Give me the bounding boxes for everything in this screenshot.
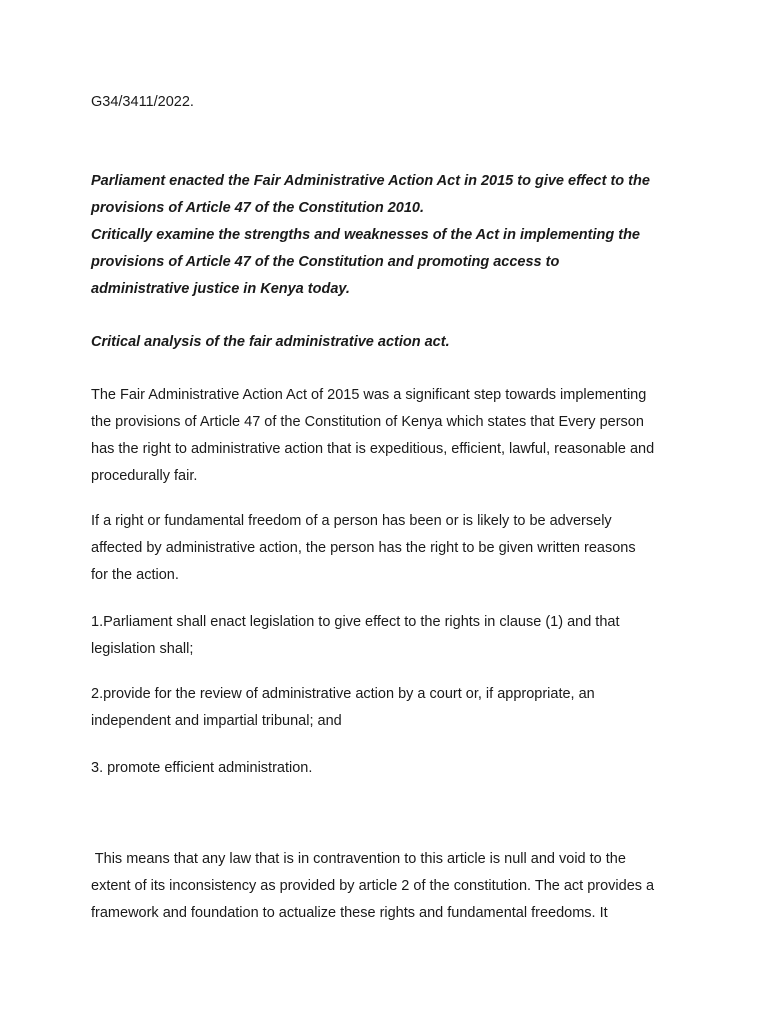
section-heading bbox=[91, 329, 450, 356]
paragraph bbox=[91, 508, 636, 589]
paragraph-line: This means that any law that is in contravention to this article is null and void to the bbox=[91, 851, 626, 867]
paragraph-line: independent and impartial tribunal; and bbox=[91, 713, 342, 729]
question-line: provisions of Article 47 of the Constitution 2010. bbox=[91, 200, 425, 216]
paragraph-line: The Fair Administrative Action Act of 2015 was a significant step towards implementing bbox=[91, 387, 647, 403]
numbered-paragraph bbox=[91, 681, 595, 735]
paragraph-line: affected by administrative action, the person has the right to be given written reasons bbox=[91, 540, 636, 556]
paragraph-line: If a right or fundamental freedom of a person has been or is likely to be adversely bbox=[91, 513, 612, 529]
paragraph bbox=[91, 382, 654, 490]
question-line: Critically examine the strengths and weaknesses of the Act in implementing the bbox=[91, 227, 640, 243]
reference-text: G34/3411/2022. bbox=[91, 94, 194, 110]
paragraph-line: 3. promote efficient administration. bbox=[91, 760, 313, 776]
paragraph bbox=[91, 846, 654, 927]
numbered-paragraph bbox=[91, 609, 619, 663]
paragraph-line: procedurally fair. bbox=[91, 468, 198, 484]
paragraph-line: extent of its inconsistency as provided by article 2 of the constitution. The act provides a bbox=[91, 878, 655, 894]
paragraph-line: for the action. bbox=[91, 567, 179, 583]
question-line: Parliament enacted the Fair Administrative Action Act in 2015 to give effect to the bbox=[91, 173, 650, 189]
numbered-paragraph bbox=[91, 755, 312, 782]
document-reference bbox=[91, 89, 194, 116]
paragraph-line: 1.Parliament shall enact legislation to give effect to the rights in clause (1) and that bbox=[91, 614, 620, 630]
question-block bbox=[91, 168, 650, 303]
paragraph-line: 2.provide for the review of administrative action by a court or, if appropriate, an bbox=[91, 686, 595, 702]
heading-text: Critical analysis of the fair administrative action act. bbox=[91, 334, 450, 350]
paragraph-line: framework and foundation to actualize these rights and fundamental freedoms. It bbox=[91, 905, 608, 921]
paragraph-line: the provisions of Article 47 of the Constitution of Kenya which states that Every person bbox=[91, 414, 644, 430]
question-line: administrative justice in Kenya today. bbox=[91, 281, 350, 297]
paragraph-line: legislation shall; bbox=[91, 641, 194, 657]
question-line: provisions of Article 47 of the Constitution and promoting access to bbox=[91, 254, 560, 270]
paragraph-line: has the right to administrative action that is expeditious, efficient, lawful, reasonable and bbox=[91, 441, 655, 457]
